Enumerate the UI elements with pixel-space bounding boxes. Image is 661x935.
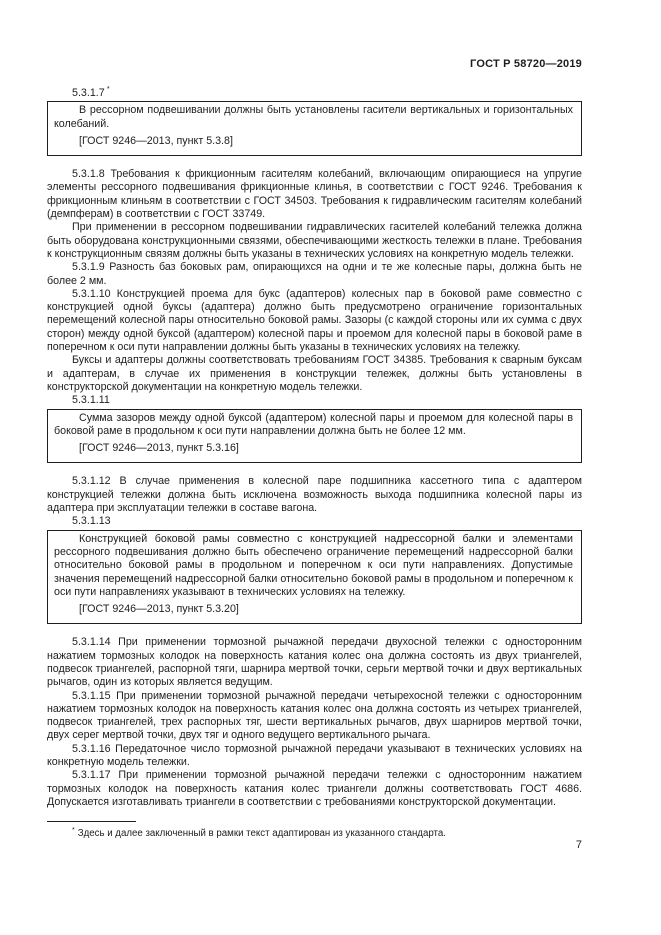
document-content [47,84,582,809]
quote-box-5-3-1-13 [47,530,582,625]
quote-box-5-3-1-7 [47,101,582,156]
para-5-3-1-14: 5.3.1.14 При применении тормозной рычажной передачи двухосной тележки с односторонним нажатием тормозных колодок на поверхность катания колес она должна состоять из двух триангелей, подвесок триангелей, распорной тяги, шарнира мертвой точки, серьги мертвой точки и двух вертикальных рычагов, один из которых является ведущим. [47,636,582,689]
quote-box-text: Сумма зазоров между одной буксой (адаптером) колесной пары и проемом для колесной пары в боковой раме в продольном к оси пути направлении должна быть не более 12 мм. [54,411,573,437]
para-5-3-1-12: 5.3.1.12 В случае применения в колесной паре подшипника кассетного типа с адаптером конструкцией тележки должна быть исключена возможность выхода подшипника колесной пары из адаптера при эксплуатации тележки в составе вагона. [47,475,582,515]
clause-number: 5.3.1.7 [72,87,105,99]
footnote-separator-rule [47,821,136,822]
footnote-marker: * [72,826,75,834]
para-5-3-1-8-continued: При применении в рессорном подвешивании гидравлических гасителей колебаний тележка должна быть оборудована конструкционными связями, обеспечивающими жесткость тележки в плане. Требования к конструкционным связям должны быть указаны в технических условиях на конкретную модель тележки. [47,221,582,260]
para-5-3-1-17: 5.3.1.17 При применении тормозной рычажной передачи тележки с односторонним нажатием тормозных колодок на поверхность катания колес триангели должны соответствовать ГОСТ 4686. Допускается изготавливать триангели в соответствии с требованиями конструкторской документации. [47,769,582,808]
para-5-3-1-8: 5.3.1.8 Требования к фрикционным гасителям колебаний, включающим опирающиеся на упругие элементы рессорного подвешивания фрикционные клинья, в соответствии с ГОСТ 9246. Требования к фрикционным клиньям в соответствии с ГОСТ 34503. Требования к гидравлическим гасителям колебаний (демпферам) в соответствии с ГОСТ 33749. [47,168,582,221]
page-header [47,58,582,70]
clause-5-3-1-11-label: 5.3.1.11 [72,394,110,407]
para-5-3-1-15: 5.3.1.15 При применении тормозной рычажной передачи четырехосной тележки с односторонним нажатием тормозных колодок на поверхность катания колес она должна состоять из четырех триангелей, подвесок триангелей, трех распорных тяг, шести вертикальных рычагов, двух шарниров мертвой точки, двух серег мертвой точки, двух тяг и одного ведущего вертикального рычага. [47,689,582,742]
footnote-body: Здесь и далее заключенный в рамки текст адаптирован из указанного стандарта. [77,828,446,839]
para-5-3-1-10: 5.3.1.10 Конструкцией проема для букс (адаптеров) колесных пар в боковой раме совместно с конструкцией одной буксы (адаптера) должно быть предусмотрено ограничение горизонтальных перемещений колесной пары относительно боковой рамы. Зазоры (с каждой стороны или их сумма с двух сторон) между одной буксой (адаптером) колесной пары и проемом для колесной пары в боковой раме в поперечном к оси пути направлении должны быть указаны в технических условиях на тележку. [47,287,582,354]
clause-5-3-1-13-label: 5.3.1.13 [72,515,111,528]
para-5-3-1-16: 5.3.1.16 Передаточное число тормозной рычажной передачи указывают в технических условиях на конкретную модель тележки. [47,742,582,769]
footnote-reference-marker: * [106,84,110,94]
standard-designation: ГОСТ Р 58720—2019 [470,58,582,70]
clause-5-3-1-7-label [47,84,582,100]
para-5-3-1-10-continued: Буксы и адаптеры должны соответствовать требованиям ГОСТ 34385. Требования к сварным буксам и адаптерам, в случае их применения в конструкции тележек, должны быть установлены в конструкторской документации на конкретную модель тележки. [47,354,582,393]
quote-box-source: [ГОСТ 9246—2013, пункт 5.3.8] [79,134,233,147]
quote-box-5-3-1-11 [47,409,582,464]
quote-box-text: В рессорном подвешивании должны быть установлены гасители вертикальных и горизонтальных колебаний. [54,104,573,130]
quote-box-text: Конструкцией боковой рамы совместно с конструкцией надрессорной балки и элементами рессорного подвешивания должно быть обеспечено ограничение перемещений надрессорной балки относительно боковой рамы в продольном и поперечном к оси пути направлениях. Допустимые значения перемещений надрессорной балки относительно боковой рамы в продольном и поперечном к оси пути направлениях указывают в технических условиях на тележку. [54,532,573,598]
quote-box-source: [ГОСТ 9246—2013, пункт 5.3.20] [79,603,239,616]
quote-box-source: [ГОСТ 9246—2013, пункт 5.3.16] [79,442,239,455]
footnote-area [47,821,582,841]
para-5-3-1-9: 5.3.1.9 Разность баз боковых рам, опирающихся на одни и те же колесные пары, должна быть не более 2 мм. [47,261,582,287]
page-number: 7 [575,839,582,851]
